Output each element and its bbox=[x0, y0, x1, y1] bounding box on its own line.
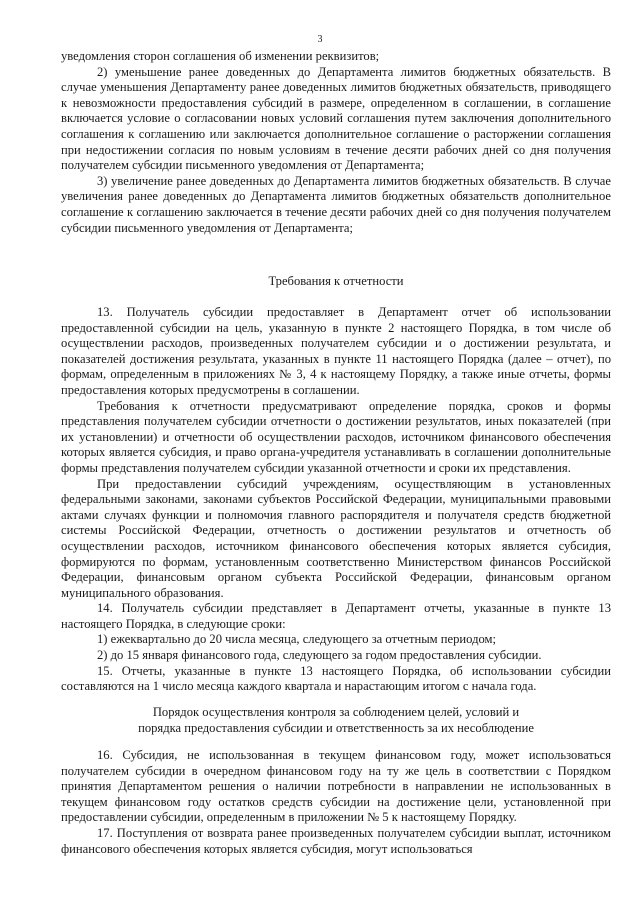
paragraph-16: 16. Субсидия, не использованная в текущем финансовом году, может использоваться получателем субсидии в очередном финансовом году на ту же цель в соответствии с Порядком принятия Департаментом решения о наличии потребности в направлении не использованных в текущем финансовом году остатков средств субсидии на достижение цели, установленной при предоставлении субсидии, определенным в приложении № 5 к настоящему Порядку. bbox=[61, 748, 611, 825]
paragraph-17: 17. Поступления от возврата ранее произведенных получателем субсидии выплат, источником финансового обеспечения которых является субсидия, могут использоваться bbox=[61, 825, 611, 856]
section-agreement-changes bbox=[61, 49, 611, 236]
paragraph-14-item-2: 2) до 15 января финансового года, следующего за годом предоставления субсидии. bbox=[97, 648, 542, 663]
paragraph-limits-increase: 3) увеличение ранее доведенных до Департамента лимитов бюджетных обязательств. В случае увеличения ранее доведенных до Департамента лимитов бюджетных обязательств дополнительное соглашение к соглашению заключается в течение десяти рабочих дней со дня получения получателем субсидии письменного уведомления от Департамента; bbox=[61, 173, 611, 235]
paragraph-15: 15. Отчеты, указанные в пункте 13 настоящего Порядка, об использовании субсидии составляются на 1 число месяца каждого квартала и нарастающим итогом с начала года. bbox=[61, 663, 611, 694]
paragraph-14-item-1: 1) ежеквартально до 20 числа месяца, следующего за отчетным периодом; bbox=[97, 632, 497, 647]
paragraph-14: 14. Получатель субсидии представляет в Департамент отчеты, указанные в пункте 13 настоящего Порядка, в следующие сроки: bbox=[61, 601, 611, 631]
paragraph-institutions-reporting: При предоставлении субсидий учреждениям, осуществляющим в установленных федеральными законами, законами субъектов Российской Федерации, муниципальными правовыми актами случаях функции и полномочия главного распорядителя и получателя средств бюджетной системы Российской Федерации, отчетность о достижении результатов и отчетность об осуществлении расходов, источником финансового обеспечения которых является субсидия, формируются по формам, установленным соответственно Министерством финансов Российской Федерации, финансовым органом субъекта Российской Федерации, финансовым органом муниципального образования. bbox=[61, 476, 611, 600]
section-reporting bbox=[61, 305, 611, 695]
section-control bbox=[61, 748, 611, 857]
heading-reporting-requirements: Требования к отчетности bbox=[268, 274, 404, 288]
heading-control-procedure: Порядок осуществления контроля за соблюдением целей, условий и порядка предоставления субсидии и ответственность за их несоблюдение bbox=[138, 705, 534, 735]
paragraph-13: 13. Получатель субсидии предоставляет в Департамент отчет об использовании предоставленной субсидии на цель, указанную в пункте 2 настоящего Порядка, в том числе об осуществлении расходов, произведенных получателем субсидии и о достижении результата, и показателей достижения результата, указанных в пункте 11 настоящего Порядка (далее – отчет), по формам, определенным в приложениях № 3, 4 к настоящему Порядку, а также иные отчеты, формы предоставления которых предусмотрены в соглашении. bbox=[61, 305, 611, 397]
paragraph-limits-decrease: 2) уменьшение ранее доведенных до Департамента лимитов бюджетных обязательств. В случае уменьшения Департаменту ранее доведенных лимитов бюджетных обязательств, приводящего к невозможности предоставления субсидий в размере, определенном в соглашении, в соглашение включается условие о согласовании новых условий соглашения путем заключения дополнительного соглашения к соглашению или заключается дополнительное соглашение о расторжении соглашения при недостижении согласия по новым условиям в течение десяти рабочих дней со дня получения получателем субсидии письменного уведомления от Департамента; bbox=[61, 64, 611, 173]
page-number: 3 bbox=[317, 34, 323, 45]
paragraph-reporting-requirements: Требования к отчетности предусматривают определение порядка, сроков и формы представления получателем субсидии отчетности о достижении результатов, иных показателей (при их установлении) и отчетности об осуществлении расходов, источником финансового обеспечения которых является субсидия, и право органа-учредителя устанавливать в соглашении дополнительные формы представления получателем субсидии указанной отчетности и сроки их представления. bbox=[61, 398, 611, 475]
paragraph-requisites-tail: уведомления сторон соглашения об изменении реквизитов; bbox=[61, 49, 380, 63]
